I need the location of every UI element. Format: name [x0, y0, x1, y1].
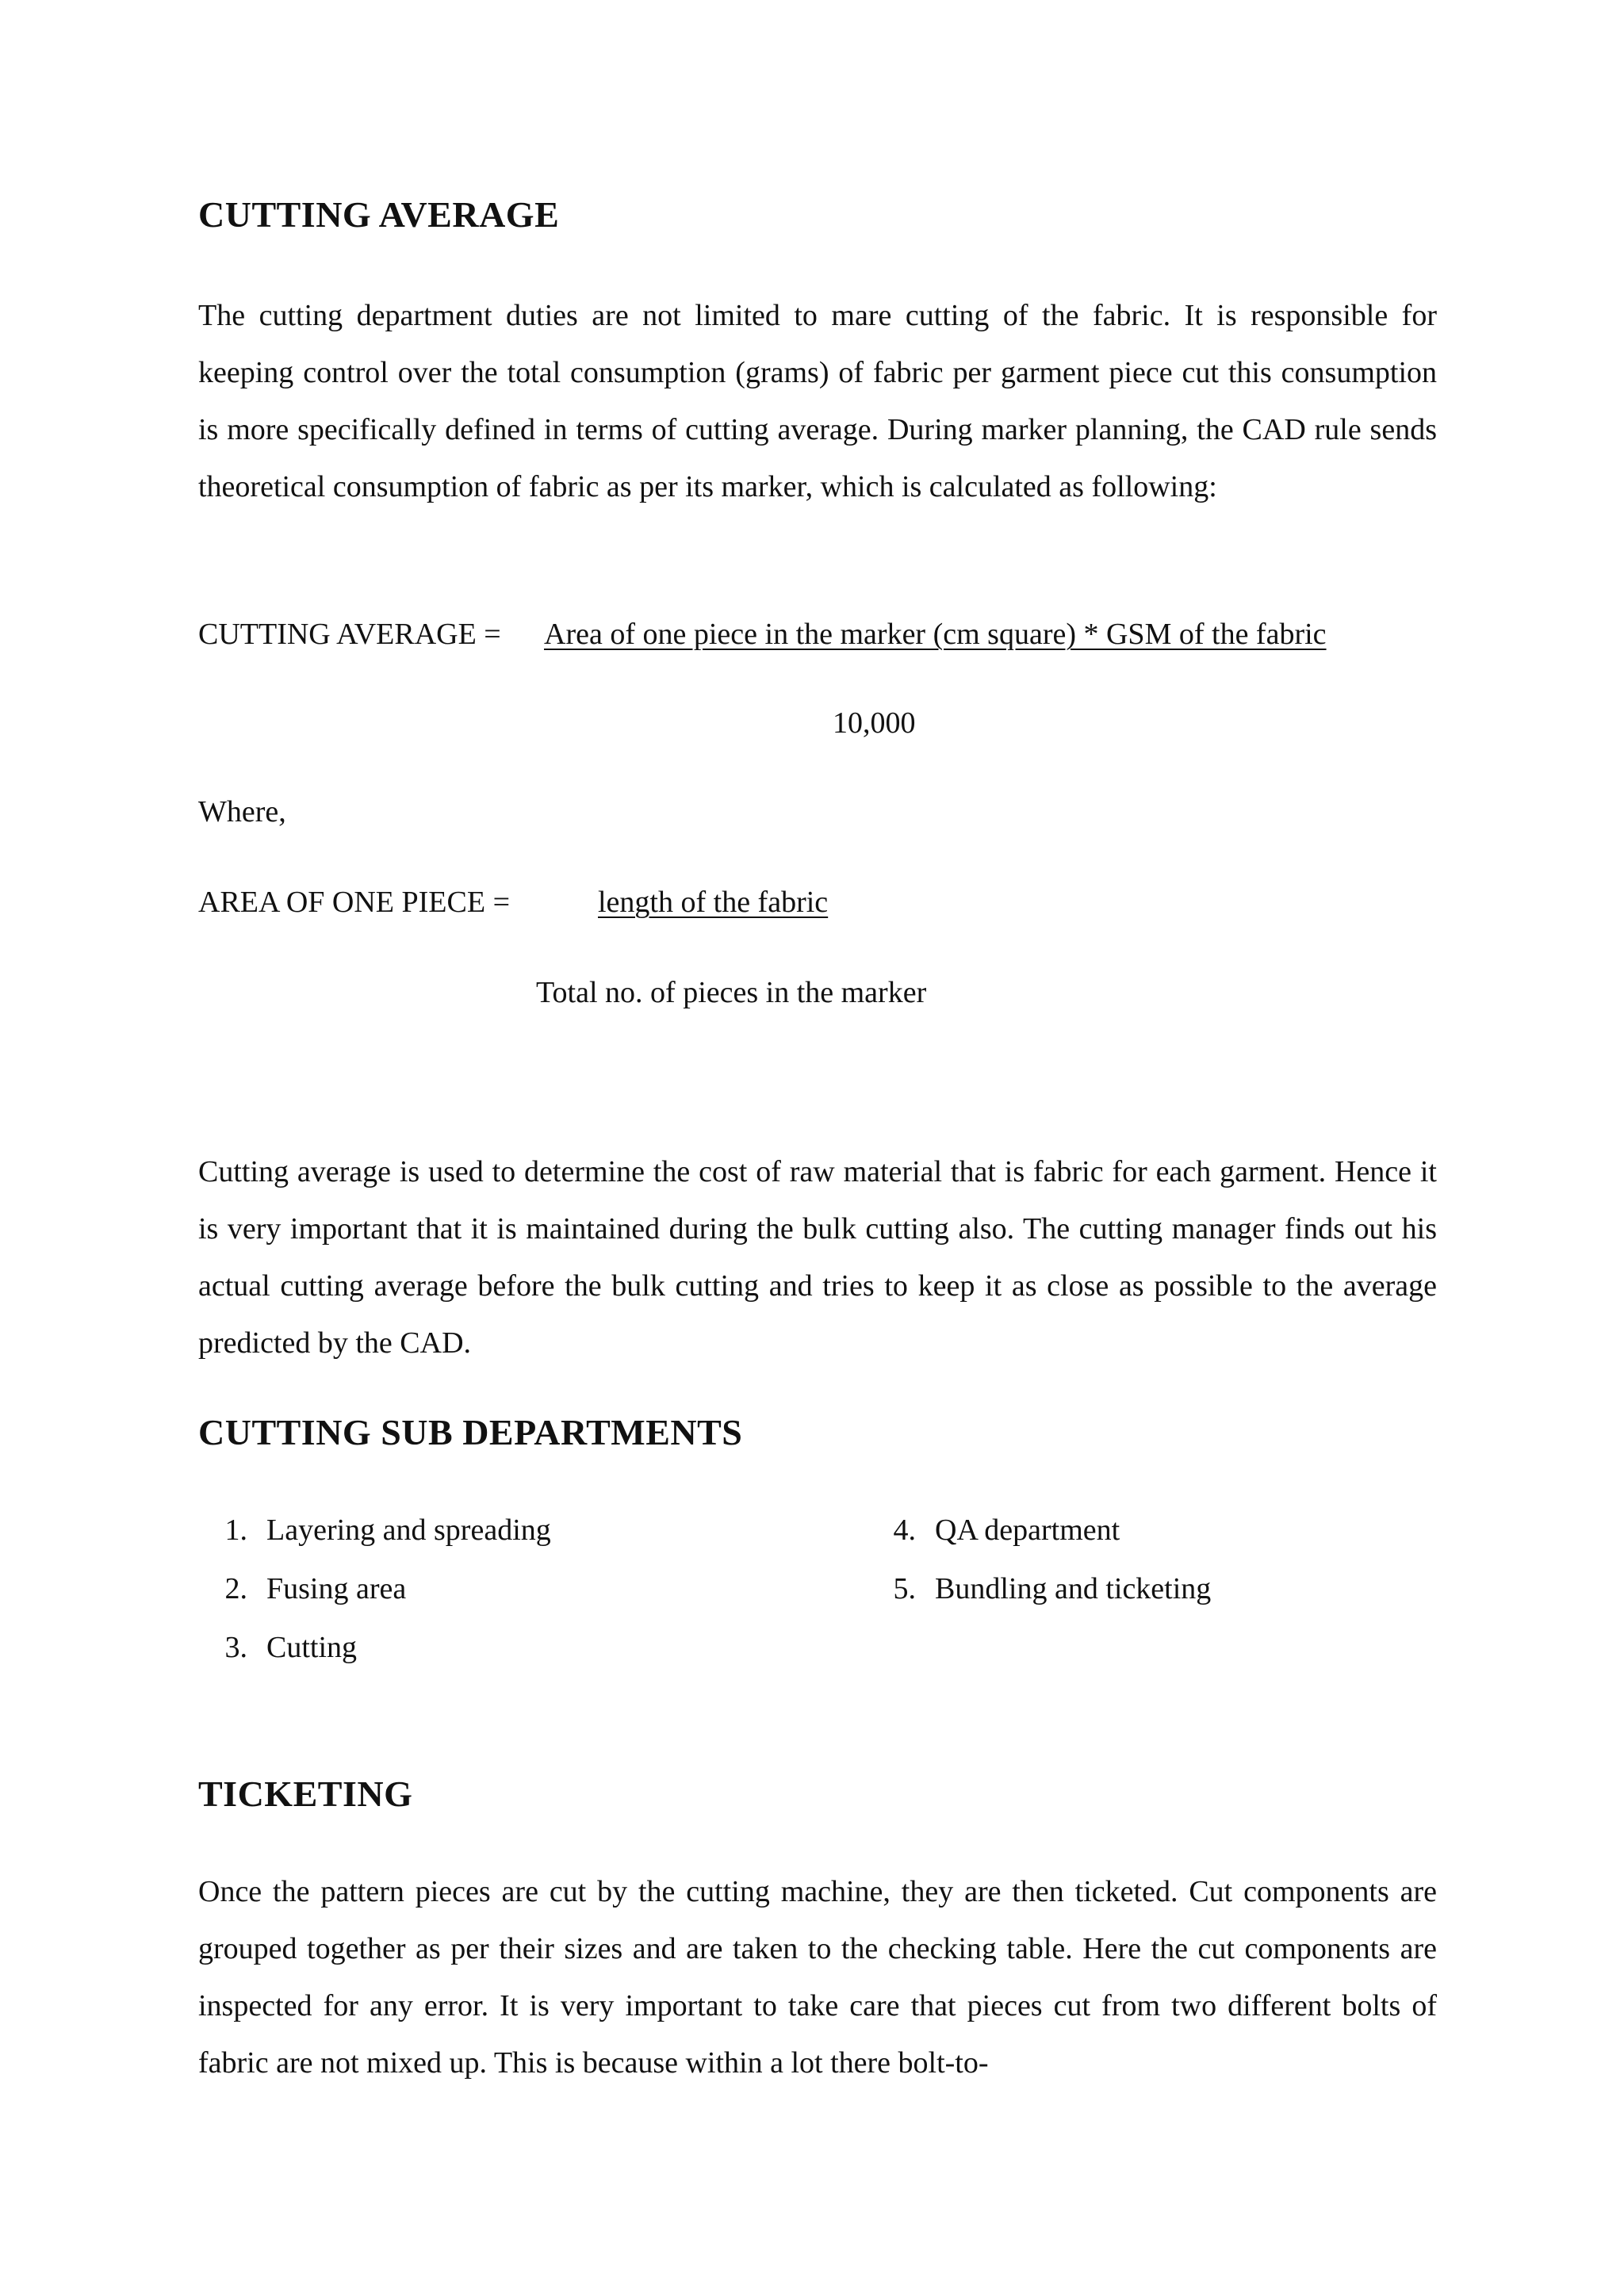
sub-departments-list-left	[198, 1501, 551, 1677]
section-heading-cutting-sub-departments: CUTTING SUB DEPARTMENTS	[198, 1412, 743, 1452]
list-item-label: QA department	[935, 1513, 1120, 1547]
paragraph-cutting-average-intro: The cutting department duties are not limited to mare cutting of the fabric. It is responsible for keeping control over the total consumption (grams) of fabric per garment piece cut this consumption is more specifically defined in terms of cutting average. During marker planning, the CAD rule sends theoretical consumption of fabric as per its marker, which is calculated as following:	[198, 299, 1437, 503]
list-item-label: Cutting	[266, 1631, 358, 1664]
paragraph-ticketing: Once the pattern pieces are cut by the cutting machine, they are then ticketed. Cut components are grouped together as per their sizes and are taken to the checking table. Here the cut components are inspected for any error. It is very important to take care that pieces cut from two different bolts of fabric are not mixed up. This is because within a lot there bolt-to-	[198, 1875, 1437, 2080]
formula2-numerator: length of the fabric	[598, 886, 829, 919]
list-item-number: 3.	[224, 1631, 247, 1664]
paragraph-cutting-average-usage: Cutting average is used to determine the cost of raw material that is fabric for each garment. Hence it is very important that it is maintained during the bulk cutting also. The cutting manager finds out his actual cutting average before the bulk cutting and tries to keep it as close as possible to the average predicted by the CAD.	[198, 1155, 1437, 1360]
where-label: Where,	[198, 795, 286, 828]
list-item	[198, 1559, 551, 1618]
formula1-lhs: CUTTING AVERAGE =	[198, 618, 501, 651]
list-item-number: 1.	[224, 1513, 247, 1547]
formula1-numerator: Area of one piece in the marker (cm square) * GSM of the fabric	[544, 618, 1327, 651]
formula2-lhs: AREA OF ONE PIECE =	[198, 886, 511, 919]
list-item-number: 5.	[893, 1572, 916, 1605]
list-item	[867, 1501, 1211, 1559]
list-item-label: Bundling and ticketing	[935, 1572, 1212, 1605]
list-item-label: Layering and spreading	[266, 1513, 551, 1547]
formula1-denominator: 10,000	[833, 706, 916, 740]
list-item-label: Fusing area	[266, 1572, 407, 1605]
section-heading-cutting-average: CUTTING AVERAGE	[198, 194, 560, 235]
list-item-number: 2.	[224, 1572, 247, 1605]
sub-departments-list-right	[867, 1501, 1211, 1618]
formula2-denominator: Total no. of pieces in the marker	[536, 976, 927, 1009]
list-item-number: 4.	[893, 1513, 916, 1547]
section-heading-ticketing: TICKETING	[198, 1774, 413, 1814]
list-item	[867, 1559, 1211, 1618]
list-item	[198, 1618, 551, 1677]
list-item	[198, 1501, 551, 1559]
